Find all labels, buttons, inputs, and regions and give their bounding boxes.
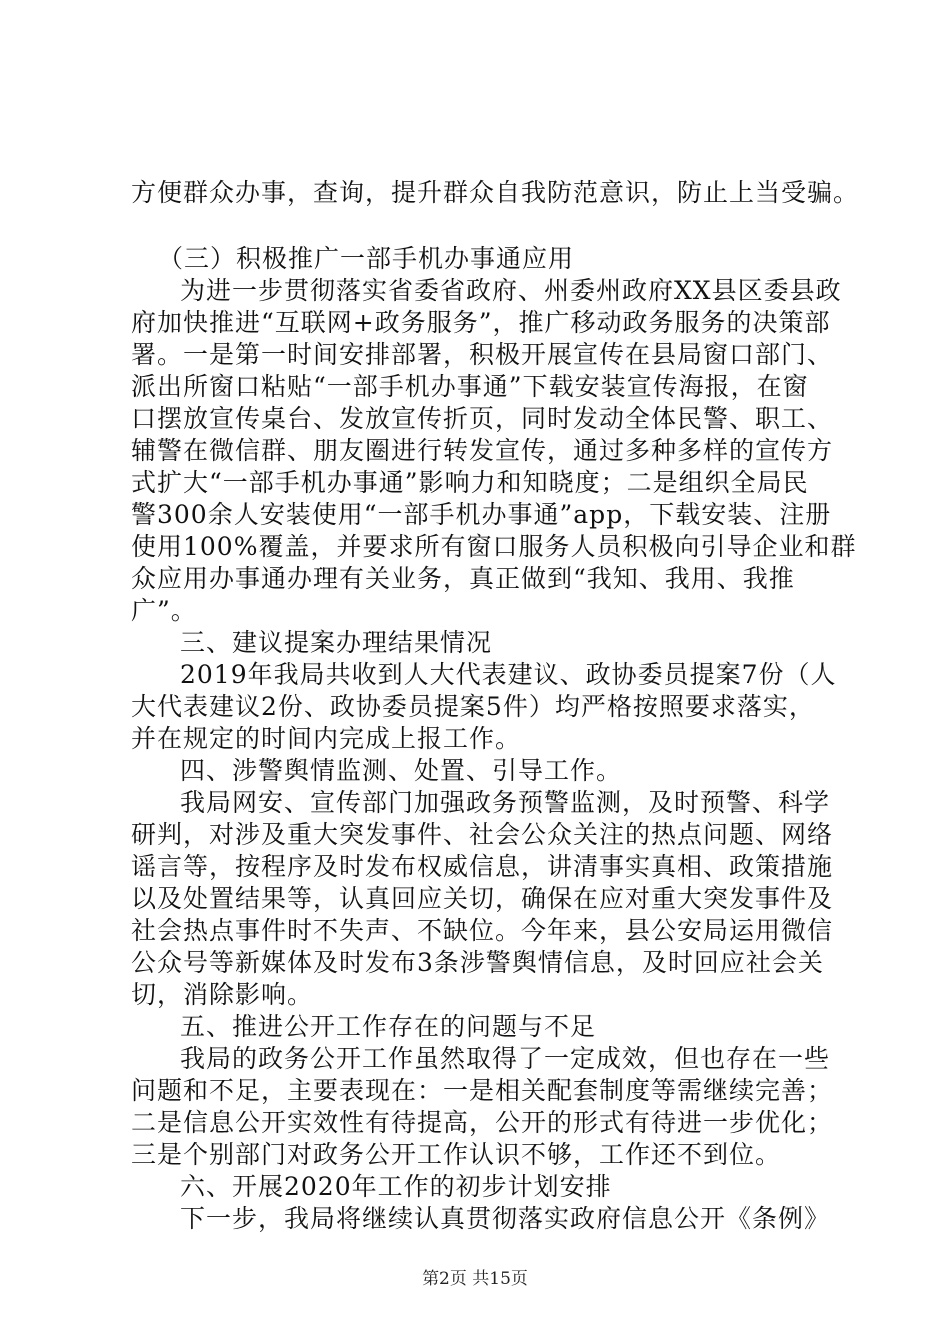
section-heading: 四、涉警舆情监测、处置、引导工作。: [180, 756, 623, 785]
section-heading: （三）积极推广一部手机办事通应用: [158, 244, 575, 273]
paragraph-line: 式扩大“一部手机办事通”影响力和知晓度；二是组织全局民: [131, 468, 809, 497]
paragraph-line: 方便群众办事，查询，提升群众自我防范意识，防止上当受骗。: [131, 178, 860, 207]
paragraph-line: 警300余人安装使用“一部手机办事通”app，下载安装、注册: [131, 500, 832, 529]
paragraph-line: 问题和不足，主要表现在：一是相关配套制度等需继续完善；: [131, 1076, 834, 1105]
section-heading: 五、推进公开工作存在的问题与不足: [180, 1012, 597, 1041]
page-footer: 第2页 共15页: [422, 1269, 528, 1289]
paragraph-line: 辅警在微信群、朋友圈进行转发宣传，通过多种多样的宣传方: [131, 436, 834, 465]
paragraph-line: 我局的政务公开工作虽然取得了一定成效，但也存在一些: [180, 1044, 831, 1073]
paragraph-line: 使用100%覆盖，并要求所有窗口服务人员积极向引导企业和群: [131, 532, 857, 561]
paragraph-line: 署。一是第一时间安排部署，积极开展宣传在县局窗口部门、: [131, 340, 834, 369]
paragraph-line: 公众号等新媒体及时发布3条涉警舆情信息，及时回应社会关: [131, 948, 824, 977]
paragraph-line: 我局网安、宣传部门加强政务预警监测，及时预警、科学: [180, 788, 831, 817]
paragraph-line: 广”。: [131, 596, 197, 625]
paragraph-line: 三是个别部门对政务公开工作认识不够，工作还不到位。: [131, 1140, 782, 1169]
paragraph-line: 派出所窗口粘贴“一部手机办事通”下载安装宣传海报，在窗: [131, 372, 809, 401]
paragraph-line: 以及处置结果等，认真回应关切，确保在应对重大突发事件及: [131, 884, 834, 913]
paragraph-line: 谣言等，按程序及时发布权威信息，讲清事实真相、政策措施: [131, 852, 834, 881]
section-heading: 六、开展2020年工作的初步计划安排: [180, 1172, 612, 1201]
paragraph-line: 并在规定的时间内完成上报工作。: [131, 724, 522, 753]
paragraph-line: 社会热点事件时不失声、不缺位。今年来，县公安局运用微信: [131, 916, 834, 945]
paragraph-line: 切，消除影响。: [131, 980, 314, 1009]
paragraph-line: 府加快推进“互联网+政务服务”，推广移动政务服务的决策部: [131, 308, 831, 337]
paragraph-line: 众应用办事通办理有关业务，真正做到“我知、我用、我推: [131, 564, 795, 593]
paragraph-line: 下一步，我局将继续认真贯彻落实政府信息公开《条例》: [180, 1204, 831, 1233]
paragraph-line: 口摆放宣传桌台、发放宣传折页，同时发动全体民警、职工、: [131, 404, 834, 433]
paragraph-line: 为进一步贯彻落实省委省政府、州委州政府XX县区委县政: [180, 276, 842, 305]
section-heading: 三、建议提案办理结果情况: [180, 628, 493, 657]
paragraph-line: 大代表建议2份、政协委员提案5件）均严格按照要求落实，: [131, 692, 815, 721]
paragraph-line: 研判，对涉及重大突发事件、社会公众关注的热点问题、网络: [131, 820, 834, 849]
paragraph-line: 2019年我局共收到人大代表建议、政协委员提案7份（人: [180, 660, 837, 689]
paragraph-line: 二是信息公开实效性有待提高，公开的形式有待进一步优化；: [131, 1108, 834, 1137]
